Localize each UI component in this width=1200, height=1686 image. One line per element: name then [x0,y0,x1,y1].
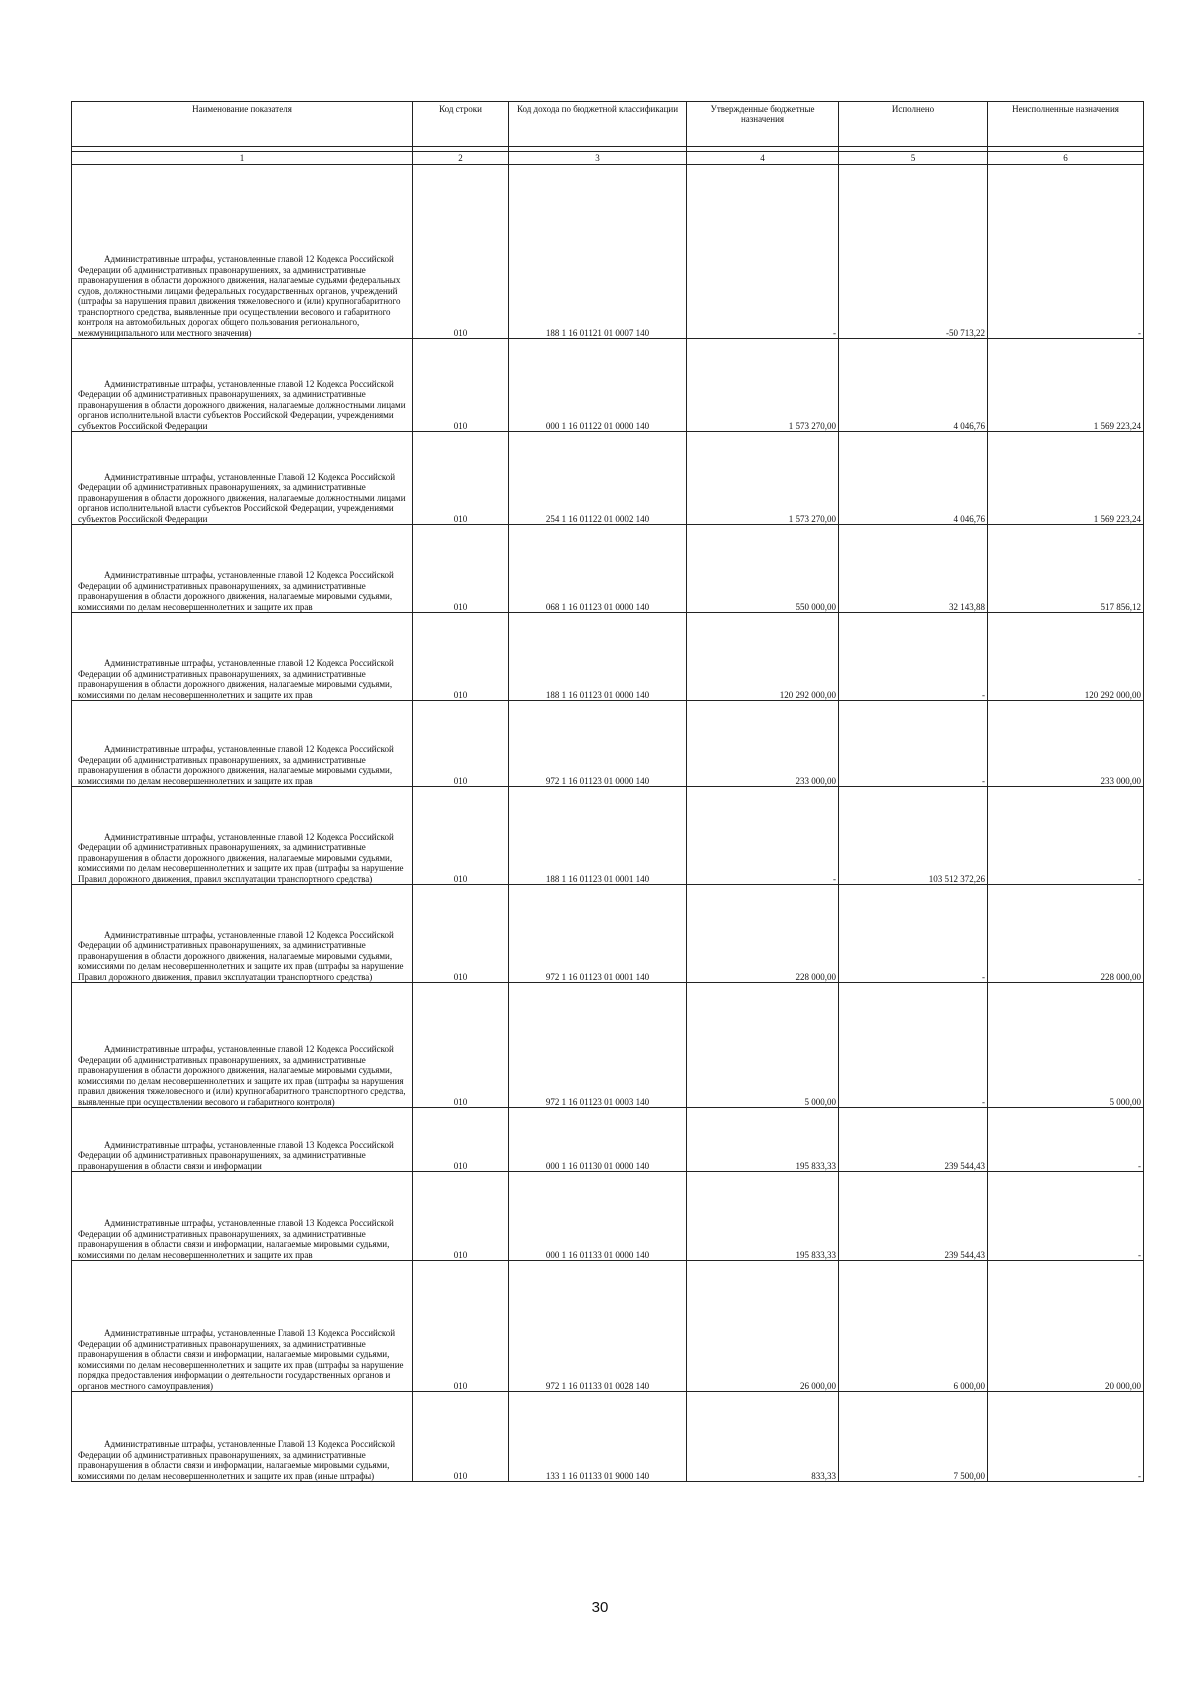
approved-cell: 26 000,00 [687,1261,839,1392]
indicator-name-cell [72,432,413,525]
indicator-name-cell [72,701,413,787]
table-row [72,525,1144,613]
income-code-cell: 188 1 16 01123 01 0000 140 [509,613,687,701]
column-number: 3 [509,152,687,165]
executed-cell: 103 512 372,26 [839,787,988,885]
indicator-name-cell [72,165,413,339]
line-code-cell: 010 [413,983,509,1108]
line-code-cell: 010 [413,787,509,885]
approved-cell: 228 000,00 [687,885,839,983]
budget-report-sheet [71,101,1143,1482]
unexecuted-cell: - [988,1392,1144,1482]
unexecuted-cell: 1 569 223,24 [988,432,1144,525]
income-code-cell: 188 1 16 01121 01 0007 140 [509,165,687,339]
executed-cell: 239 544,43 [839,1172,988,1261]
approved-cell: 1 573 270,00 [687,339,839,432]
income-code-cell: 254 1 16 01122 01 0002 140 [509,432,687,525]
income-code-cell: 972 1 16 01123 01 0000 140 [509,701,687,787]
indicator-name-cell [72,983,413,1108]
executed-cell: - [839,701,988,787]
page-number: 30 [591,1599,609,1616]
table-row [72,339,1144,432]
table-row [72,1261,1144,1392]
income-code-cell: 000 1 16 01133 01 0000 140 [509,1172,687,1261]
unexecuted-cell: 228 000,00 [988,885,1144,983]
unexecuted-cell: 5 000,00 [988,983,1144,1108]
revenue-table [71,101,1144,1482]
table-row [72,787,1144,885]
approved-cell: 550 000,00 [687,525,839,613]
indicator-name-cell [72,613,413,701]
indicator-name-cell [72,1261,413,1392]
indicator-name-cell [72,339,413,432]
indicator-name-text: Административные штрафы, установленные Главой 13 Кодекса Российской Федерации об административных правонарушениях, за административные правонарушения в области связи и информации, налагаемые мировыми судьями, комиссиями по делам несовершеннолетних и защите их прав (штрафы за нарушение порядка предоставления информации о деятельности государственных органов и органов местного самоуправления) [78,1328,404,1391]
table-row [72,613,1144,701]
indicator-name-text: Административные штрафы, установленные главой 12 Кодекса Российской Федерации об административных правонарушениях, за административные правонарушения в области дорожного движения, налагаемые мировыми судьями, комиссиями по делам несовершеннолетних и защите их прав (штрафы за нарушение Правил дорожного движения, правил эксплуатации транспортного средства) [78,831,404,884]
indicator-name-cell [72,1108,413,1172]
approved-cell: 120 292 000,00 [687,613,839,701]
unexecuted-cell: 517 856,12 [988,525,1144,613]
column-number: 4 [687,152,839,165]
unexecuted-cell: 233 000,00 [988,701,1144,787]
indicator-name-text: Административные штрафы, установленные главой 12 Кодекса Российской Федерации об административных правонарушениях, за административные правонарушения в области дорожного движения, налагаемые мировыми судьями, комиссиями по делам несовершеннолетних и защите их прав [78,744,394,786]
column-number: 2 [413,152,509,165]
line-code-cell: 010 [413,1172,509,1261]
header-unexecuted: Неисполненные назначения [988,102,1144,147]
line-code-cell: 010 [413,1392,509,1482]
unexecuted-cell: - [988,787,1144,885]
header-executed: Исполнено [839,102,988,147]
indicator-name-cell [72,1392,413,1482]
column-number: 6 [988,152,1144,165]
column-number: 5 [839,152,988,165]
indicator-name-text: Административные штрафы, установленные Главой 12 Кодекса Российской Федерации об административных правонарушениях, за административные правонарушения в области дорожного движения, налагаемые должностными лицами органов исполнительной власти субъектов Российской Федерации, учреждениями субъектов Российской Федерации [78,471,406,524]
table-row [72,432,1144,525]
header-indicator-name: Наименование показателя [72,102,413,147]
header-row [72,102,1144,147]
unexecuted-cell: 120 292 000,00 [988,613,1144,701]
income-code-cell: 972 1 16 01123 01 0001 140 [509,885,687,983]
indicator-name-text: Административные штрафы, установленные Главой 13 Кодекса Российской Федерации об административных правонарушениях, за административные правонарушения в области связи и информации, налагаемые мировыми судьями, комиссиями по делам несовершеннолетних и защите их прав (иные штрафы) [78,1439,396,1481]
indicator-name-text: Административные штрафы, установленные главой 12 Кодекса Российской Федерации об административных правонарушениях, за административные правонарушения в области дорожного движения, налагаемые должностными лицами органов исполнительной власти субъектов Российской Федерации, учреждениями субъектов Российской Федерации [78,378,406,431]
indicator-name-text: Административные штрафы, установленные главой 13 Кодекса Российской Федерации об административных правонарушениях, за административные правонарушения в области связи и информации [78,1139,394,1171]
indicator-name-text: Административные штрафы, установленные главой 12 Кодекса Российской Федерации об административных правонарушениях, за административные правонарушения в области дорожного движения, налагаемые мировыми судьями, комиссиями по делам несовершеннолетних и защите их прав [78,658,394,700]
approved-cell: 1 573 270,00 [687,432,839,525]
executed-cell: - [839,885,988,983]
unexecuted-cell: - [988,1108,1144,1172]
table-row [72,165,1144,339]
income-code-cell: 972 1 16 01133 01 0028 140 [509,1261,687,1392]
approved-cell: 833,33 [687,1392,839,1482]
indicator-name-cell [72,525,413,613]
column-number-row [72,152,1144,165]
indicator-name-text: Административные штрафы, установленные главой 13 Кодекса Российской Федерации об административных правонарушениях, за административные правонарушения в области связи и информации, налагаемые мировыми судьями, комиссиями по делам несовершеннолетних и защите их прав [78,1218,394,1260]
unexecuted-cell: 1 569 223,24 [988,339,1144,432]
unexecuted-cell: - [988,1172,1144,1261]
unexecuted-cell: 20 000,00 [988,1261,1144,1392]
executed-cell: 6 000,00 [839,1261,988,1392]
indicator-name-text: Административные штрафы, установленные главой 12 Кодекса Российской Федерации об административных правонарушениях, за административные правонарушения в области дорожного движения, налагаемые мировыми судьями, комиссиями по делам несовершеннолетних и защите их прав (штрафы за нарушение Правил дорожного движения, правил эксплуатации транспортного средства) [78,929,404,982]
approved-cell: 233 000,00 [687,701,839,787]
approved-cell: 195 833,33 [687,1108,839,1172]
unexecuted-cell: - [988,165,1144,339]
executed-cell: 4 046,76 [839,432,988,525]
line-code-cell: 010 [413,613,509,701]
income-code-cell: 188 1 16 01123 01 0001 140 [509,787,687,885]
approved-cell: 5 000,00 [687,983,839,1108]
executed-cell: 239 544,43 [839,1108,988,1172]
table-row [72,983,1144,1108]
line-code-cell: 010 [413,432,509,525]
income-code-cell: 133 1 16 01133 01 9000 140 [509,1392,687,1482]
header-line-code: Код строки [413,102,509,147]
line-code-cell: 010 [413,885,509,983]
table-row [72,701,1144,787]
indicator-name-cell [72,1172,413,1261]
column-number: 1 [72,152,413,165]
table-row [72,885,1144,983]
income-code-cell: 000 1 16 01130 01 0000 140 [509,1108,687,1172]
executed-cell: - [839,983,988,1108]
approved-cell: - [687,787,839,885]
indicator-name-text: Административные штрафы, установленные главой 12 Кодекса Российской Федерации об административных правонарушениях, за административные правонарушения в области дорожного движения, налагаемые мировыми судьями, комиссиями по делам несовершеннолетних и защите их прав (штрафы за нарушения правил движения тяжеловесного и (или) крупногабаритного транспортного средства, выявленные при осуществлении весового и габаритного контроля) [78,1044,406,1107]
line-code-cell: 010 [413,1108,509,1172]
table-row [72,1392,1144,1482]
line-code-cell: 010 [413,339,509,432]
executed-cell: 4 046,76 [839,339,988,432]
table-row [72,1172,1144,1261]
header-income-code: Код дохода по бюджетной классификации [509,102,687,147]
indicator-name-text: Административные штрафы, установленные главой 12 Кодекса Российской Федерации об административных правонарушениях, за административные правонарушения в области дорожного движения, налагаемые мировыми судьями, комиссиями по делам несовершеннолетних и защите их прав [78,570,394,612]
income-code-cell: 068 1 16 01123 01 0000 140 [509,525,687,613]
header-approved: Утвержденные бюджетные назначения [687,102,839,147]
executed-cell: 7 500,00 [839,1392,988,1482]
line-code-cell: 010 [413,165,509,339]
income-code-cell: 000 1 16 01122 01 0000 140 [509,339,687,432]
approved-cell: - [687,165,839,339]
executed-cell: -50 713,22 [839,165,988,339]
income-code-cell: 972 1 16 01123 01 0003 140 [509,983,687,1108]
line-code-cell: 010 [413,525,509,613]
table-row [72,1108,1144,1172]
line-code-cell: 010 [413,1261,509,1392]
executed-cell: 32 143,88 [839,525,988,613]
indicator-name-text: Административные штрафы, установленные главой 12 Кодекса Российской Федерации об административных правонарушениях, за административные правонарушения в области дорожного движения, налагаемые судьями федеральных судов, должностными лицами федеральных государственных органов, учреждений (штрафы за нарушения правил движения тяжеловесного и (или) крупногабаритного транспортного средства, выявленные при осуществлении весового и габаритного контроля на автомобильных дорогах общего пользования регионального, межмуниципального или местного значения) [78,254,401,338]
indicator-name-cell [72,885,413,983]
executed-cell: - [839,613,988,701]
line-code-cell: 010 [413,701,509,787]
approved-cell: 195 833,33 [687,1172,839,1261]
indicator-name-cell [72,787,413,885]
